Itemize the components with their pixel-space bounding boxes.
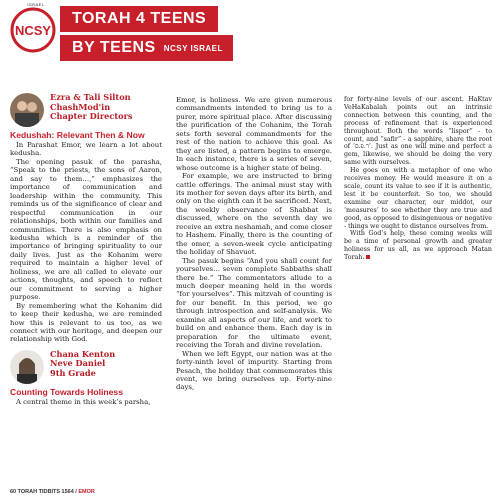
article-2-paragraph: for forty-nine levels of our ascent. HaKtav VeHaKabalah points out an intrinsic connection between this counting, and the process of refinement that is experienced throughout. Both the words “lispor” - to count, and “safir” - a sapphire, share the root of ‘ר.פ.ס’. Just as one will mine and perfect a gem, likewise, we should be doing the very same with ourselves. (344, 96, 492, 167)
article-1-paragraph: The opening pasuk of the parasha, “Speak to the priests, the sons of Aaron, and say to them…,” emphasizes the importance of communication and leadership within the community. This reminds us of the significance of clear and respectful communication in our relationships, both within our families and communities. There is also emphasis on kedusha which is a reminder of the importance of bringing spirituality to our daily lives. Just as the Kohanim were required to maintain a higher level of holiness, we are all called to elevate our actions, thoughts, and speech to reflect our commitment to serving a higher purpose. (10, 157, 162, 302)
author-2-grade: 9th Grade (50, 368, 96, 379)
author-photo-2 (10, 350, 44, 384)
article-2-paragraph: For example, we are instructed to bring cattle offerings. The animal must stay with its mother for seven days after its birth, and only on the eighth can it be sacrificed. Next, the weekly observance of Shabbat is discussed, where on the seventh day we receive an extra neshamah, and come closer to Hashem. Finally, there is the counting of the omer, a seven-week cycle anticipating the holiday of Shavuot. (176, 172, 332, 257)
article-2-paragraph: Emor, is holiness. We are given numerous commandments intended to bring us to a purer, more spiritual place. After discussing the purification of the Cohanim, the Torah sets forth several commandments for the rest of the nation to achieve this goal. As they are listed, a pattern begins to emerge. In each instance, there is a series of seven, whose outcome is a higher state of being. (176, 96, 332, 172)
article-2-paragraph: The pasuk begins “And you shall count for yourselves… seven complete Sabbaths shall there be.” The commentators allude to a much deeper meaning held in the words “for yourselves”. This mitzvah of counting is for our benefit. In this period, we go through introspection and self-analysis. We examine all aspects of our life, and work to build on and enhance them. Each day is in preparation for the ultimate event, receiving the Torah and divine revelation. (176, 256, 332, 350)
article-1-heading: Kedushah: Relevant Then & Now (10, 130, 145, 140)
article-2-paragraph (344, 230, 492, 262)
article-2-paragraph: He goes on with a metaphor of one who receives money. He would measure it on a scale, count its value to see if it is authentic, lest it be counterfeit. So too, we should examine our character, our middot, our ‘measures’ to see whether they are true and good, as opposed to disingenuous or negative - things we ought to distance ourselves from. (344, 167, 492, 230)
article-2-paragraph: A central theme in this week’s parsha, (16, 397, 151, 406)
footer-page-label: 60 TORAH TIDBITS 1564 / (10, 489, 77, 495)
banner-by-teens: BY TEENS (72, 39, 156, 56)
column-1 (10, 93, 162, 406)
article-2-closing-text: With God’s help, these coming weeks will be a time of personal growth and greater holiness for us all, as we approach Matan Torah. (344, 230, 492, 262)
banner-ncsy-israel: NCSY ISRAEL (163, 43, 223, 53)
header-banner (60, 2, 500, 64)
banner-title: TORAH 4 TEENS (60, 6, 218, 32)
author-block-2 (10, 350, 162, 384)
author-1-role: Chapter Directors (50, 111, 133, 122)
author-block-1 (10, 93, 162, 127)
end-of-article-mark (366, 255, 370, 259)
ncsy-logo-mark (10, 7, 56, 53)
footer-parasha: EMOR (78, 489, 95, 495)
banner-subtitle (60, 35, 233, 61)
svg-text:NCSY: NCSY (14, 23, 52, 38)
logo-top-text: ISRAEL (27, 2, 45, 7)
article-2-heading: Counting Towards Holiness (10, 386, 123, 397)
author-2-name: Chana Kenton (50, 348, 116, 359)
page-footer (10, 489, 95, 495)
column-3 (344, 96, 492, 262)
author-1-chapter: ChashMod'in (50, 101, 111, 112)
author-photo-1 (10, 93, 44, 127)
column-2 (176, 96, 332, 392)
article-2-paragraph: When we left Egypt, our nation was at the forty-ninth level of impurity. Starting from Pesach, the holiday that commemorates this event, we bring ourselves up. Forty-nine days, (176, 349, 332, 392)
article-1-paragraph: In Parashat Emor, we learn a lot about kedusha. (10, 141, 162, 158)
author-1-names: Ezra & Tali Silton (50, 92, 131, 102)
article-1-paragraph: By remembering what the Kohanim did to keep their kedusha, we are reminded how this is relevant to us too, as we connect with our heritage, and deepen our relationship with God. (10, 301, 162, 344)
author-2-location: Neve Daniel (50, 358, 106, 369)
ncsy-logo (10, 2, 62, 57)
